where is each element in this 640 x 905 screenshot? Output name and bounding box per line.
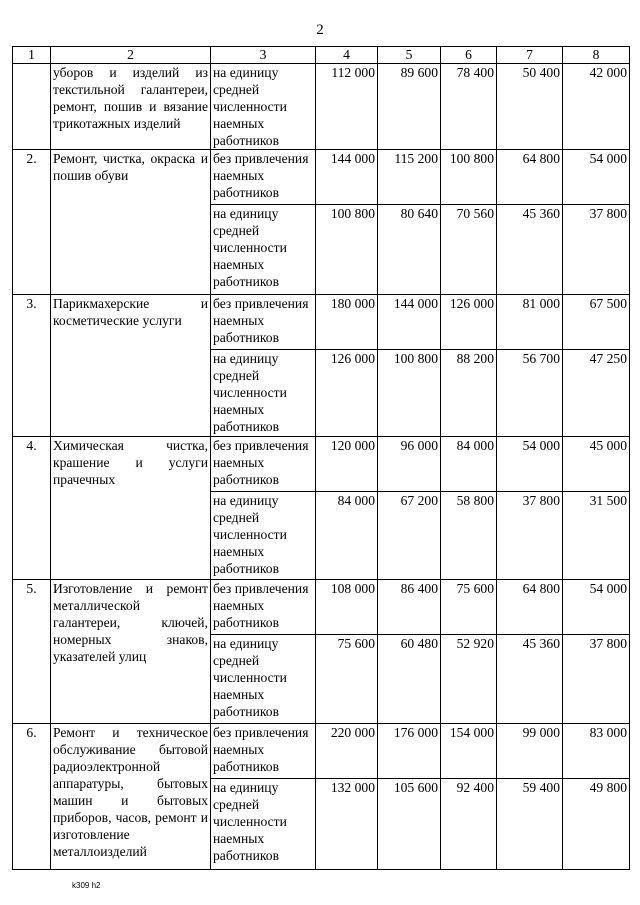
amount-cell: 92 400 bbox=[441, 779, 497, 870]
amount-cell: 59 400 bbox=[497, 779, 563, 870]
amount-cell: 100 800 bbox=[441, 150, 497, 205]
amount-cell: 126 000 bbox=[316, 350, 378, 437]
amount-cell: 88 200 bbox=[441, 350, 497, 437]
amount-cell: 80 640 bbox=[378, 205, 441, 295]
calculation-basis: на единицу средней численности наемных работников bbox=[211, 779, 316, 870]
row-number: 2. bbox=[13, 150, 51, 295]
calculation-basis: на единицу средней численности наемных работников bbox=[211, 635, 316, 724]
service-name: Изготовление и ремонт металлической галантереи, ключей, номерных знаков, указателей улиц bbox=[51, 580, 211, 724]
amount-cell: 180 000 bbox=[316, 295, 378, 350]
amount-cell: 42 000 bbox=[563, 64, 630, 150]
service-name: Парикмахерские и косметические услуги bbox=[51, 295, 211, 437]
amount-cell: 37 800 bbox=[563, 205, 630, 295]
amount-cell: 45 360 bbox=[497, 635, 563, 724]
row-number: 3. bbox=[13, 295, 51, 437]
amount-cell: 120 000 bbox=[316, 437, 378, 492]
row-number bbox=[13, 64, 51, 150]
amount-cell: 60 480 bbox=[378, 635, 441, 724]
table-row bbox=[13, 724, 630, 779]
table-row bbox=[13, 580, 630, 635]
amount-cell: 84 000 bbox=[441, 437, 497, 492]
amount-cell: 58 800 bbox=[441, 492, 497, 580]
amount-cell: 75 600 bbox=[441, 580, 497, 635]
row-number: 6. bbox=[13, 724, 51, 870]
amount-cell: 89 600 bbox=[378, 64, 441, 150]
amount-cell: 56 700 bbox=[497, 350, 563, 437]
column-header: 2 bbox=[51, 47, 211, 64]
column-number-row bbox=[13, 47, 630, 64]
amount-cell: 176 000 bbox=[378, 724, 441, 779]
amount-cell: 220 000 bbox=[316, 724, 378, 779]
calculation-basis: без привлечения наемных работников bbox=[211, 150, 316, 205]
amount-cell: 144 000 bbox=[378, 295, 441, 350]
calculation-basis: на единицу средней численности наемных работников bbox=[211, 205, 316, 295]
amount-cell: 45 360 bbox=[497, 205, 563, 295]
amount-cell: 70 560 bbox=[441, 205, 497, 295]
amount-cell: 67 500 bbox=[563, 295, 630, 350]
amount-cell: 84 000 bbox=[316, 492, 378, 580]
table-row bbox=[13, 150, 630, 205]
amount-cell: 126 000 bbox=[441, 295, 497, 350]
column-header: 5 bbox=[378, 47, 441, 64]
row-number: 4. bbox=[13, 437, 51, 580]
table-body bbox=[13, 64, 630, 870]
amount-cell: 64 800 bbox=[497, 150, 563, 205]
table-row bbox=[13, 295, 630, 350]
amount-cell: 100 800 bbox=[316, 205, 378, 295]
amount-cell: 54 000 bbox=[563, 580, 630, 635]
amount-cell: 105 600 bbox=[378, 779, 441, 870]
amount-cell: 64 800 bbox=[497, 580, 563, 635]
service-name: Ремонт, чистка, окраска и пошив обуви bbox=[51, 150, 211, 295]
calculation-basis: на единицу средней численности наемных работников bbox=[211, 492, 316, 580]
column-header: 1 bbox=[13, 47, 51, 64]
column-header: 4 bbox=[316, 47, 378, 64]
amount-cell: 81 000 bbox=[497, 295, 563, 350]
amount-cell: 54 000 bbox=[563, 150, 630, 205]
table-row bbox=[13, 64, 630, 150]
amount-cell: 37 800 bbox=[563, 635, 630, 724]
amount-cell: 100 800 bbox=[378, 350, 441, 437]
amount-cell: 75 600 bbox=[316, 635, 378, 724]
calculation-basis: на единицу средней численности наемных работников bbox=[211, 350, 316, 437]
amount-cell: 99 000 bbox=[497, 724, 563, 779]
amount-cell: 144 000 bbox=[316, 150, 378, 205]
calculation-basis: без привлечения наемных работников bbox=[211, 724, 316, 779]
amount-cell: 54 000 bbox=[497, 437, 563, 492]
amount-cell: 154 000 bbox=[441, 724, 497, 779]
column-header: 7 bbox=[497, 47, 563, 64]
service-name: Ремонт и техническое обслуживание бытовой радиоэлектронной аппаратуры, бытовых машин и бытовых приборов, часов, ремонт и изготовление металлоизделий bbox=[51, 724, 211, 870]
amount-cell: 37 800 bbox=[497, 492, 563, 580]
amount-cell: 49 800 bbox=[563, 779, 630, 870]
amount-cell: 115 200 bbox=[378, 150, 441, 205]
amount-cell: 31 500 bbox=[563, 492, 630, 580]
amount-cell: 112 000 bbox=[316, 64, 378, 150]
amount-cell: 83 000 bbox=[563, 724, 630, 779]
calculation-basis: на единицу средней численности наемных работников bbox=[211, 64, 316, 150]
amount-cell: 67 200 bbox=[378, 492, 441, 580]
calculation-basis: без привлечения наемных работников bbox=[211, 580, 316, 635]
column-header: 6 bbox=[441, 47, 497, 64]
amount-cell: 132 000 bbox=[316, 779, 378, 870]
footer-code: k309 h2 bbox=[72, 881, 101, 890]
amount-cell: 78 400 bbox=[441, 64, 497, 150]
amount-cell: 47 250 bbox=[563, 350, 630, 437]
page-number: 2 bbox=[316, 22, 324, 38]
calculation-basis: без привлечения наемных работников bbox=[211, 295, 316, 350]
table-row bbox=[13, 437, 630, 492]
service-name: Химическая чистка, крашение и услуги прачечных bbox=[51, 437, 211, 580]
amount-cell: 96 000 bbox=[378, 437, 441, 492]
column-header: 3 bbox=[211, 47, 316, 64]
amount-cell: 86 400 bbox=[378, 580, 441, 635]
column-header: 8 bbox=[563, 47, 630, 64]
amount-cell: 45 000 bbox=[563, 437, 630, 492]
amount-cell: 50 400 bbox=[497, 64, 563, 150]
amount-cell: 52 920 bbox=[441, 635, 497, 724]
amount-cell: 108 000 bbox=[316, 580, 378, 635]
tariff-table bbox=[12, 46, 630, 870]
service-name: уборов и изделий из текстильной галантереи, ремонт, пошив и вязание трикотажных изделий bbox=[51, 64, 211, 150]
calculation-basis: без привлечения наемных работников bbox=[211, 437, 316, 492]
row-number: 5. bbox=[13, 580, 51, 724]
